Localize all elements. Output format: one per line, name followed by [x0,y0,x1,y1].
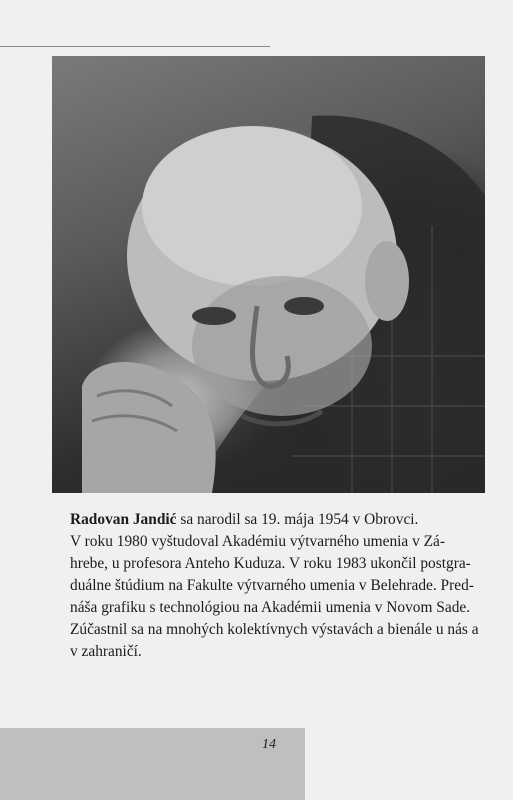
artist-name: Radovan Jandić [70,511,177,528]
portrait-photo [52,56,485,493]
caption-line-5: náša grafiku s technológiou na Akadémii umenia v Novom Sade. [70,599,471,616]
caption-line-3: hrebe, u profesora Anteho Kuduza. V roku 1983 ukončil postgra- [70,555,471,572]
footer-band [0,728,305,800]
caption-line-2: V roku 1980 vyštudoval Akadémiu výtvarného umenia v Zá- [70,533,446,550]
caption-line-1 [70,509,486,531]
caption-line-6: Zúčastnil sa na mnohých kolektívnych výstavách a bienále u nás a [70,621,479,638]
header-rule [0,46,270,47]
page-number: 14 [262,737,276,752]
portrait-photo-shapes [52,56,485,493]
caption-line-1-rest: sa narodil sa 19. mája 1954 v Obrovci. [176,511,419,528]
biography-caption [70,509,486,663]
caption-line-7: v zahraničí. [70,643,142,660]
caption-line-4: duálne štúdium na Fakulte výtvarného umenia v Belehrade. Pred- [70,577,474,594]
